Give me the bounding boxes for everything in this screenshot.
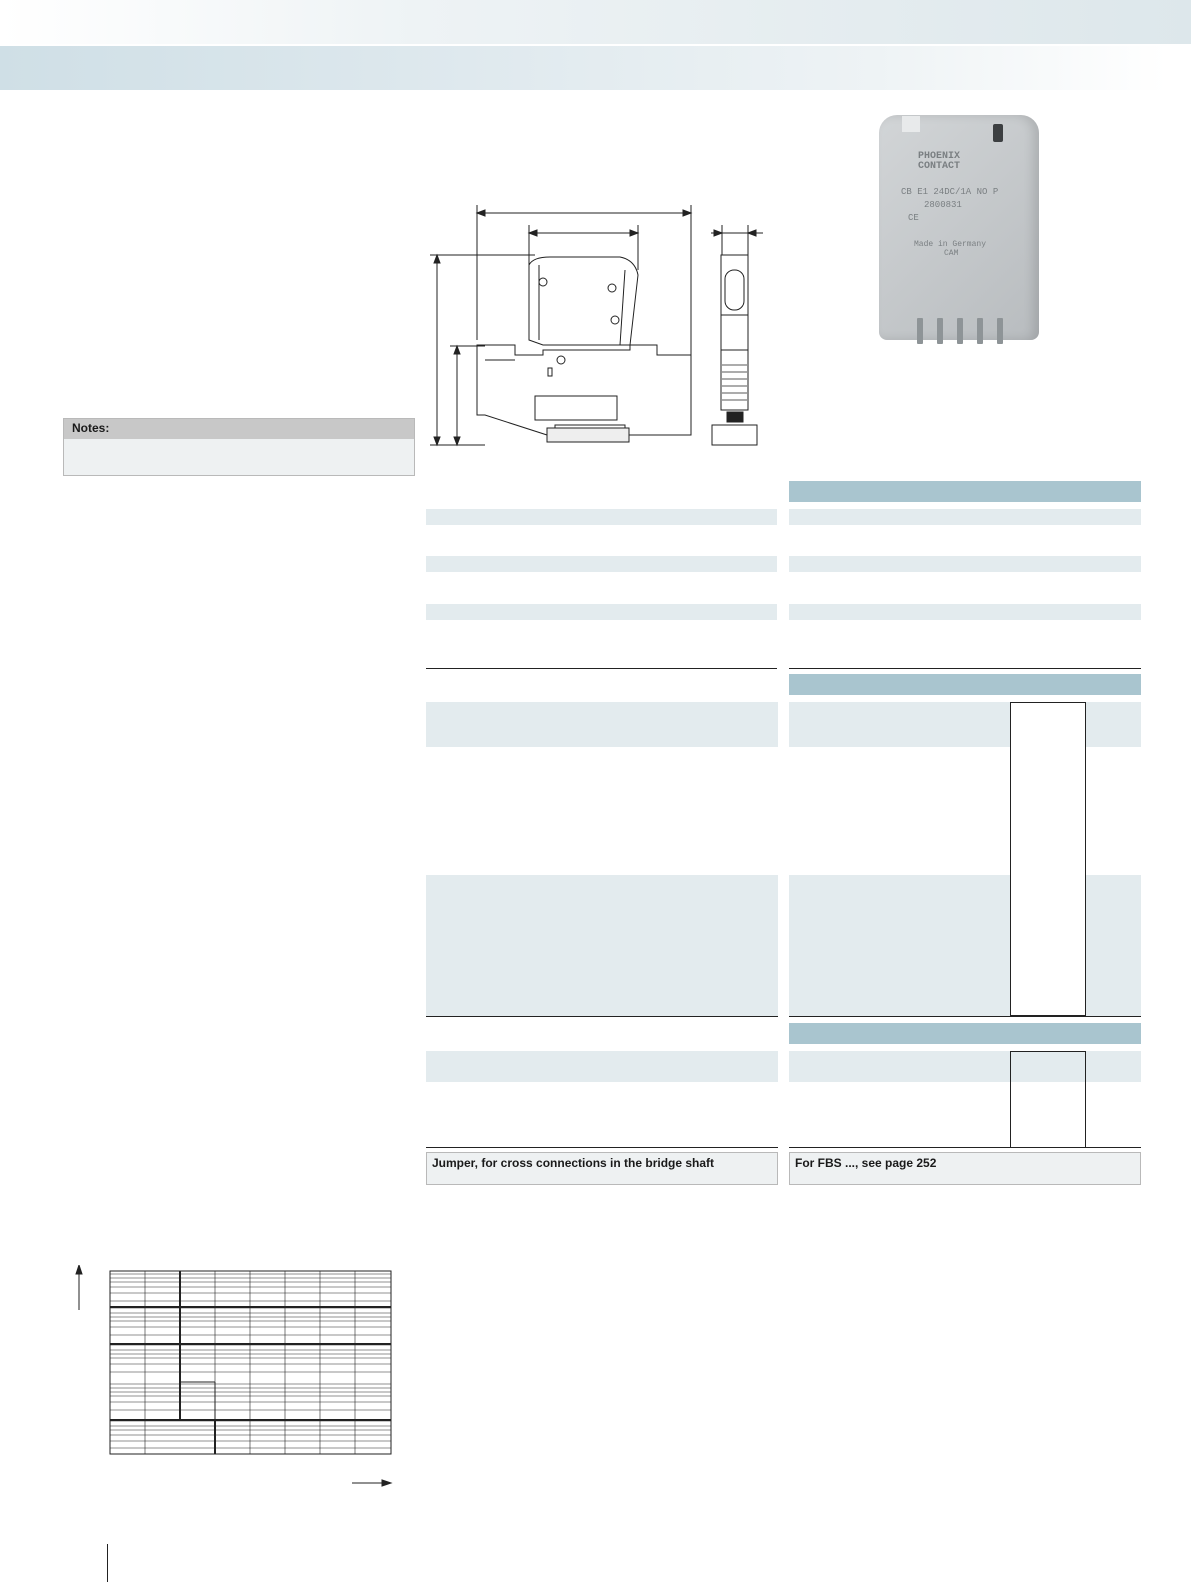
table-row bbox=[789, 509, 1141, 525]
product-photo bbox=[879, 115, 1039, 340]
table-row bbox=[789, 556, 1141, 572]
dimension-drawing bbox=[425, 200, 775, 455]
table-divider bbox=[426, 1147, 778, 1148]
page-margin-line bbox=[107, 1544, 108, 1582]
photo-brand-line2: CONTACT bbox=[918, 161, 961, 172]
jumper-note: Jumper, for cross connections in the bridge shaft bbox=[426, 1152, 778, 1185]
ordering-row bbox=[426, 702, 778, 747]
notes-box bbox=[63, 418, 415, 476]
table-row bbox=[426, 509, 777, 525]
table-header-row bbox=[789, 481, 1141, 502]
table-row bbox=[426, 604, 777, 620]
table-divider bbox=[426, 1016, 778, 1017]
accessory-header-row bbox=[789, 1023, 1141, 1044]
header-band bbox=[0, 0, 1191, 44]
photo-brand-line1: PHOENIX bbox=[918, 151, 961, 162]
table-divider bbox=[789, 668, 1141, 669]
photo-origin-line1: Made in Germany bbox=[914, 240, 987, 249]
table-divider bbox=[426, 668, 777, 669]
notes-heading: Notes: bbox=[64, 419, 414, 439]
tripping-characteristic-chart bbox=[70, 1265, 400, 1487]
photo-model: CB E1 24DC/1A NO P bbox=[901, 187, 999, 197]
photo-label-tab bbox=[902, 116, 920, 132]
photo-pin bbox=[957, 318, 963, 344]
ordering-row bbox=[426, 875, 778, 1016]
ordering-header-row bbox=[789, 674, 1141, 695]
ordering-row bbox=[789, 875, 1141, 1016]
title-band bbox=[0, 46, 1168, 90]
table-row bbox=[426, 556, 777, 572]
photo-pin bbox=[937, 318, 943, 344]
accessory-row bbox=[789, 1051, 1141, 1082]
accessory-row bbox=[426, 1051, 778, 1082]
accessory-column-box bbox=[1010, 1051, 1086, 1147]
table-row bbox=[789, 604, 1141, 620]
table-divider bbox=[789, 1147, 1141, 1148]
table-divider bbox=[789, 1016, 1141, 1017]
photo-origin-line2: CAM bbox=[944, 249, 959, 258]
photo-code: 2800831 bbox=[924, 200, 962, 210]
fbs-reference: For FBS ..., see page 252 bbox=[789, 1152, 1141, 1185]
ordering-row bbox=[789, 702, 1141, 747]
toggle-switch bbox=[993, 124, 1003, 142]
photo-pin bbox=[977, 318, 983, 344]
ordering-column-box bbox=[1010, 702, 1086, 1016]
photo-ce: CE bbox=[908, 213, 919, 223]
photo-pin bbox=[997, 318, 1003, 344]
photo-pin bbox=[917, 318, 923, 344]
